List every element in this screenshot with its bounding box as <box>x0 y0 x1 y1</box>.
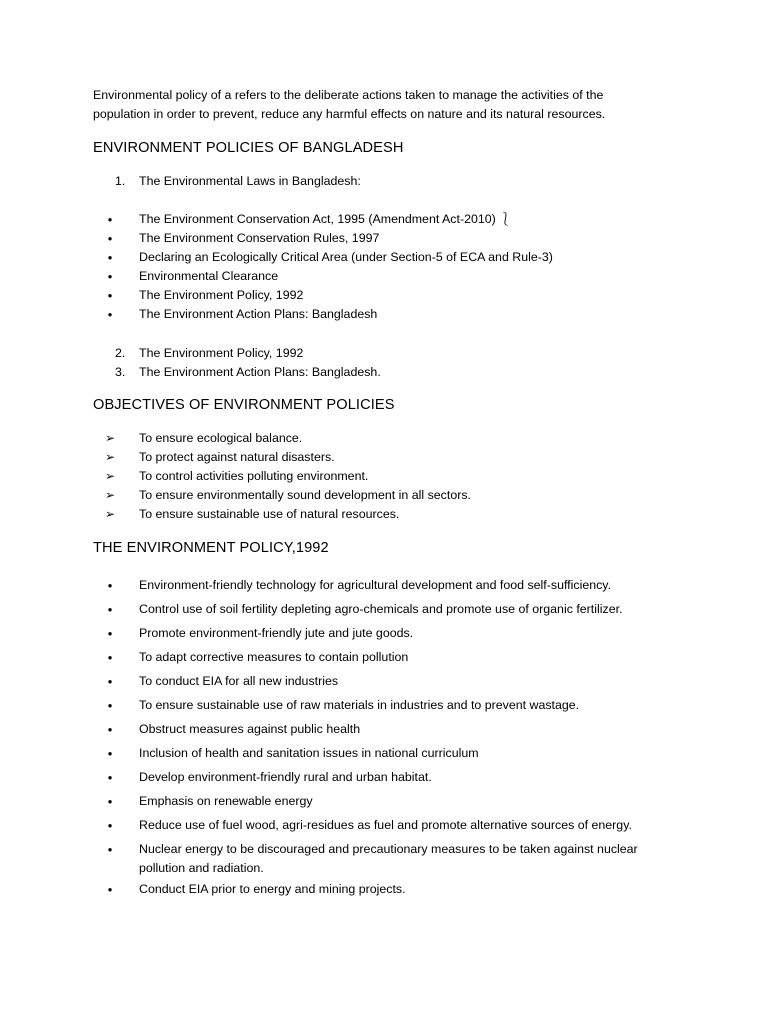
bullet-icon: ● <box>107 821 113 830</box>
list-item: ● Develop environment-friendly rural and urban habitat. <box>93 768 669 792</box>
bullet-icon: ● <box>107 701 113 710</box>
list-item: ● To conduct EIA for all new industries <box>93 672 669 696</box>
list-item: ● The Environment Conservation Rules, 1997 <box>93 229 553 248</box>
bullet-icon: ● <box>107 653 113 662</box>
list-item: ● Reduce use of fuel wood, agri-residues as fuel and promote alternative sources of energy. <box>93 816 669 840</box>
list-item: ● The Environment Policy, 1992 <box>93 286 553 305</box>
list-item: ● Environment-friendly technology for agricultural development and food self-sufficiency. <box>93 576 669 600</box>
bullet-icon: ● <box>107 773 113 782</box>
list-item: ● Control use of soil fertility depleting agro-chemicals and promote use of organic fertilizer. <box>93 600 669 624</box>
bullet-icon: ● <box>107 581 113 590</box>
bullet-icon: ● <box>107 725 113 734</box>
bullet-icon: ● <box>107 253 113 262</box>
arrowhead-bullet-icon: ➢ <box>104 431 116 445</box>
list-item: ➢ To ensure ecological balance. <box>93 429 471 448</box>
arrowhead-bullet-icon: ➢ <box>104 488 116 502</box>
list-item: ➢ To control activities polluting environment. <box>93 467 471 486</box>
bullet-icon: ● <box>107 272 113 281</box>
arrow-list-objectives <box>93 429 471 524</box>
section-heading-policy-1992: THE ENVIRONMENT POLICY,1992 <box>93 540 329 556</box>
bullet-icon: ● <box>107 215 113 224</box>
list-item: ● To ensure sustainable use of raw materials in industries and to prevent wastage. <box>93 696 669 720</box>
list-item: ● Declaring an Ecologically Critical Area (under Section-5 of ECA and Rule-3) <box>93 248 553 267</box>
list-item: ● Inclusion of health and sanitation issues in national curriculum <box>93 744 669 768</box>
list-item: ➢ To ensure environmentally sound development in all sectors. <box>93 486 471 505</box>
bullet-icon: ● <box>107 845 113 854</box>
bullet-list-policy-1992 <box>93 576 669 904</box>
list-item: ● The Environment Action Plans: Bangladesh <box>93 305 553 324</box>
arrowhead-bullet-icon: ➢ <box>104 469 116 483</box>
list-item: ● Nuclear energy to be discouraged and precautionary measures to be taken against nuclear pollution and radiation. <box>93 840 669 880</box>
intro-paragraph: Environmental policy of a refers to the deliberate actions taken to manage the activities of the population in order to prevent, reduce any harmful effects on nature and its natural resources. <box>93 88 606 121</box>
numbered-list-policies <box>93 344 381 382</box>
list-item: ➢ To protect against natural disasters. <box>93 448 471 467</box>
numbered-list-laws <box>93 172 361 191</box>
list-item: ➢ To ensure sustainable use of natural resources. <box>93 505 471 524</box>
bullet-icon: ● <box>107 234 113 243</box>
list-item: ● Promote environment-friendly jute and jute goods. <box>93 624 669 648</box>
list-item: ● Emphasis on renewable energy <box>93 792 669 816</box>
bullet-list-laws <box>93 210 553 324</box>
list-item: 1. The Environmental Laws in Bangladesh: <box>115 174 361 188</box>
bullet-icon: ● <box>107 291 113 300</box>
bullet-icon: ● <box>107 749 113 758</box>
list-item: 2. The Environment Policy, 1992 <box>115 346 304 360</box>
arrowhead-bullet-icon: ➢ <box>104 450 116 464</box>
list-item: ● To adapt corrective measures to contain pollution <box>93 648 669 672</box>
bullet-icon: ● <box>107 629 113 638</box>
bullet-icon: ● <box>107 605 113 614</box>
section-heading-objectives: OBJECTIVES OF ENVIRONMENT POLICIES <box>93 397 395 413</box>
list-item: ● Conduct EIA prior to energy and mining projects. <box>93 880 669 904</box>
bullet-icon: ● <box>107 797 113 806</box>
list-item: ● Obstruct measures against public health <box>93 720 669 744</box>
bullet-icon: ● <box>107 677 113 686</box>
list-item: ● The Environment Conservation Act, 1995 (Amendment Act-2010) ⎱ <box>93 210 553 229</box>
bullet-icon: ● <box>107 885 113 894</box>
list-item: 3. The Environment Action Plans: Bangladesh. <box>115 365 381 379</box>
bullet-icon: ● <box>107 310 113 319</box>
section-heading-policies: ENVIRONMENT POLICIES OF BANGLADESH <box>93 140 404 156</box>
arrowhead-bullet-icon: ➢ <box>104 507 116 521</box>
list-item: ● Environmental Clearance <box>93 267 553 286</box>
